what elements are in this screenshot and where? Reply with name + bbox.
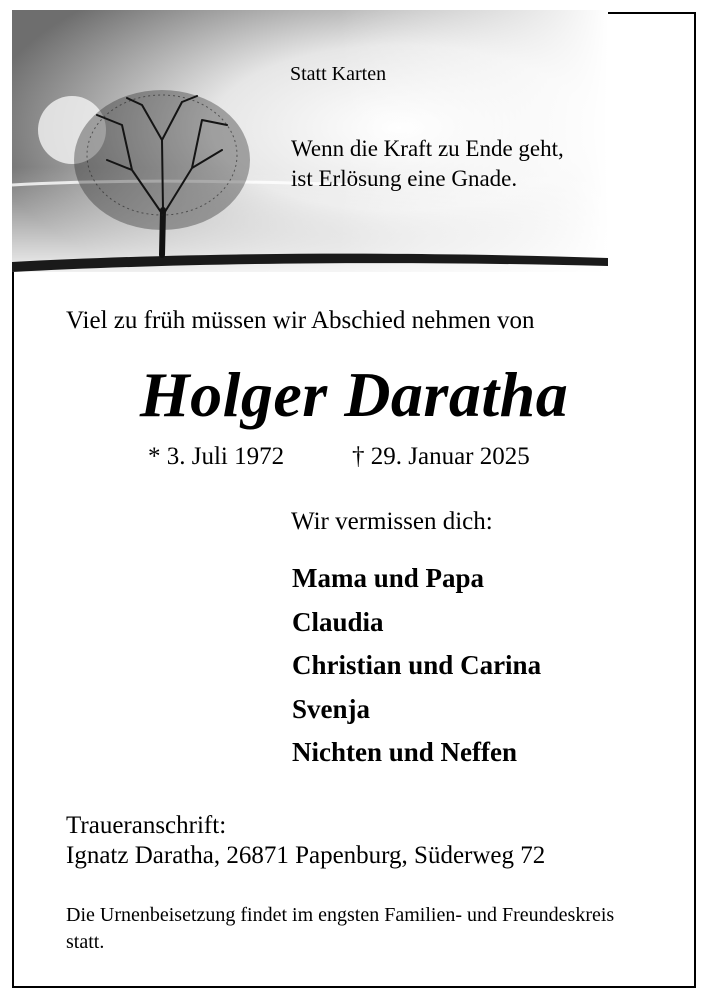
mourner-name: Christian und Carina (292, 650, 542, 680)
intro-text: Viel zu früh müssen wir Abschied nehmen von (66, 307, 535, 334)
address-value: Ignatz Daratha, 26871 Papenburg, Süderweg 72 (66, 842, 546, 869)
mourner-name: Nichten und Neffen (292, 737, 518, 767)
quote (291, 134, 564, 194)
mourner-name: Mama und Papa (292, 563, 485, 593)
mourners-list (292, 557, 541, 775)
birth-date: * 3. Juli 1972 (148, 443, 285, 470)
mourner-name: Svenja (292, 693, 371, 724)
death-date: † 29. Januar 2025 (352, 443, 530, 470)
deceased-name: Holger Daratha (139, 359, 569, 430)
burial-note: Die Urnenbeisetzung findet im engsten Familien- und Freundeskreis statt. (66, 904, 615, 953)
mourner-name: Claudia (292, 606, 384, 637)
quote-line: Wenn die Kraft zu Ende geht, (291, 136, 564, 161)
statt-karten-text: Statt Karten (290, 63, 387, 85)
quote-line: ist Erlösung eine Gnade. (291, 166, 518, 191)
address-label: Traueranschrift: (66, 812, 227, 839)
mourners-heading: Wir vermissen dich: (291, 508, 493, 535)
